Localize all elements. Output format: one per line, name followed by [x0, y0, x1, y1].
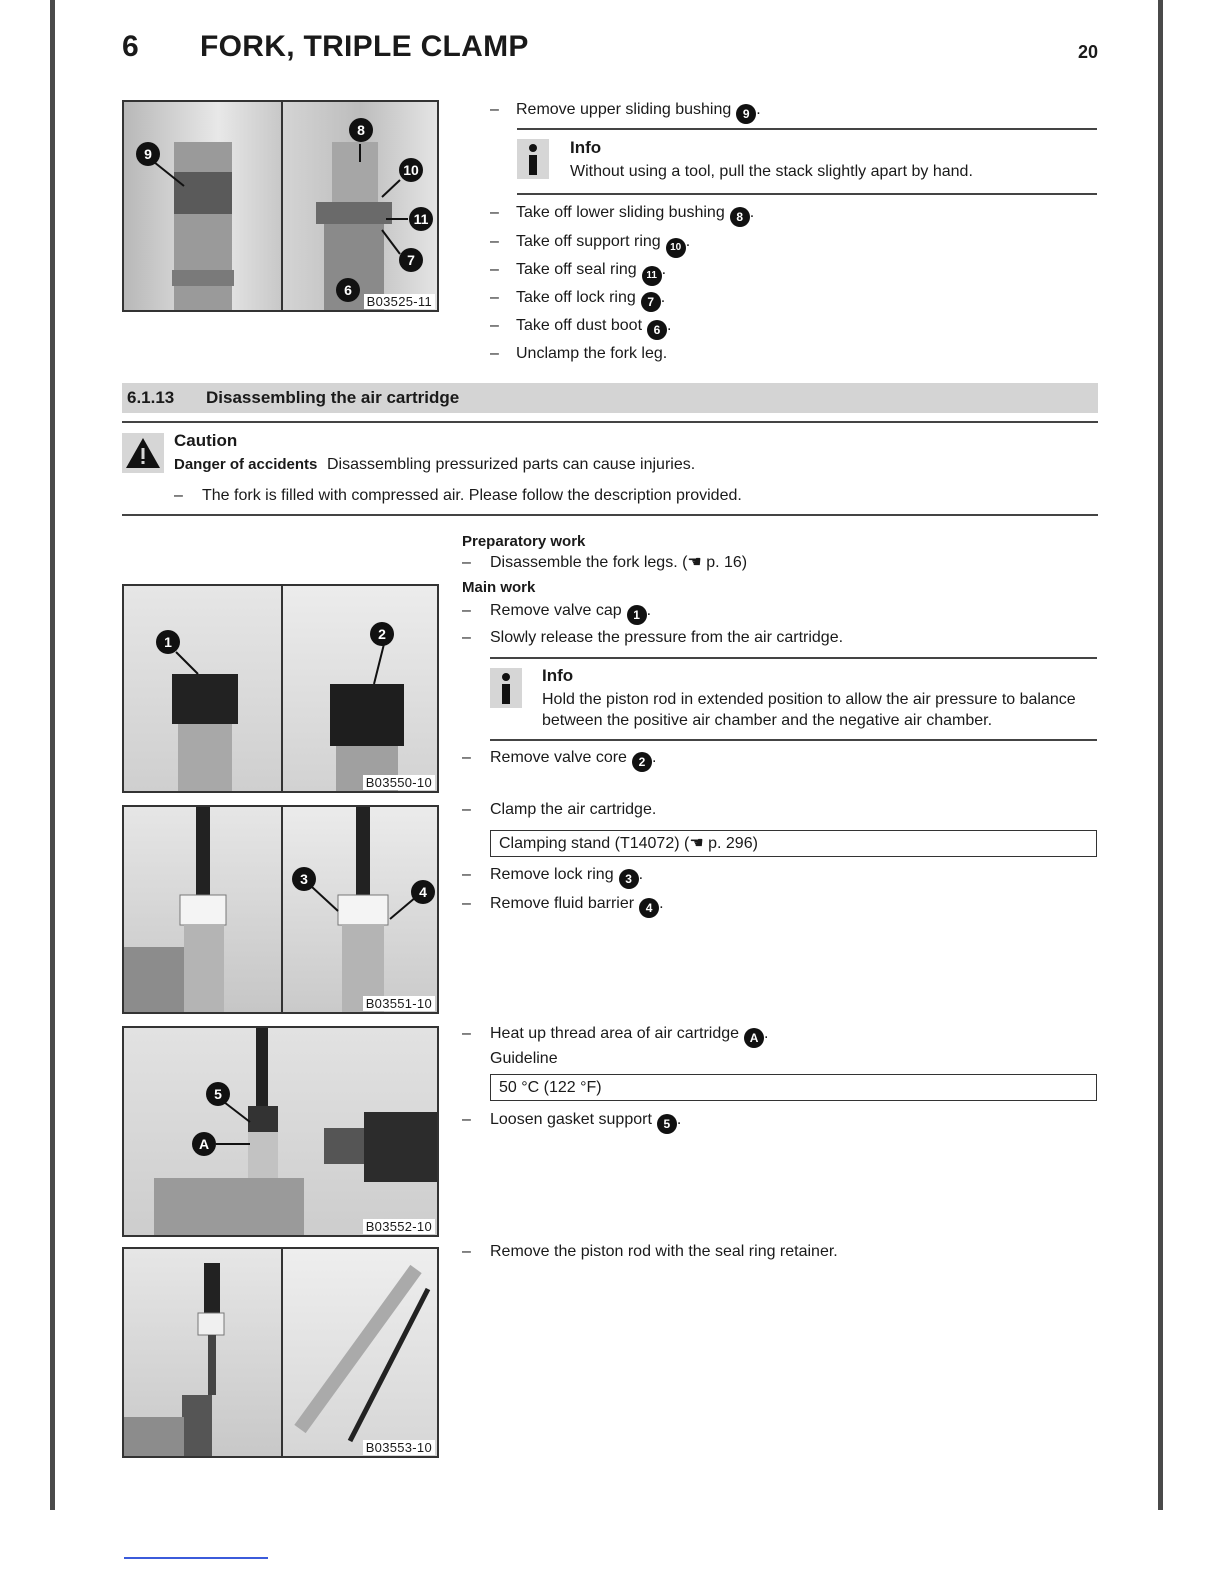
caution-title: Caution — [174, 431, 238, 450]
info2-title: Info — [542, 666, 574, 685]
info-title: Info — [570, 138, 602, 157]
callout-badge: 6 — [647, 320, 667, 340]
callout-badge: 2 — [632, 752, 652, 772]
caution-rule-bottom — [122, 514, 1098, 516]
callout-badge: 1 — [627, 605, 647, 625]
figure-callout: 9 — [136, 142, 160, 166]
callout-badge: 8 — [730, 207, 750, 227]
callout-badge: 4 — [639, 898, 659, 918]
page-right-edge — [1158, 0, 1163, 1510]
figure-code: B03553-10 — [363, 1440, 435, 1455]
chapter-title: FORK, TRIPLE CLAMP — [200, 30, 529, 63]
figure-code: B03550-10 — [363, 775, 435, 790]
figure-b03552-drawing — [124, 1028, 437, 1235]
step-remove-fluid-barrier: – Remove fluid barrier 4 . — [462, 894, 664, 918]
step-release-pressure: – Slowly release the pressure from the air cartridge. — [462, 629, 844, 646]
step-take-off-lower-bushing: – Take off lower sliding bushing 8 . — [490, 203, 754, 227]
caution-note: – The fork is filled with compressed air. Please follow the description provided. — [174, 487, 742, 504]
callout-badge: 7 — [641, 292, 661, 312]
figure-callout: 6 — [336, 278, 360, 302]
section-number: 6.1.13 — [127, 388, 175, 407]
page-left-edge — [50, 0, 55, 1510]
callout-badge: 9 — [736, 104, 756, 124]
figure-callout: 1 — [156, 630, 180, 654]
figure-code: B03551-10 — [363, 996, 435, 1011]
info-icon — [517, 139, 549, 179]
caution-rule-top — [122, 421, 1098, 423]
callout-badge: 5 — [657, 1114, 677, 1134]
preparatory-heading: Preparatory work — [462, 533, 586, 550]
callout-badge: 10 — [666, 238, 686, 258]
step-remove-valve-cap: – Remove valve cap 1 . — [462, 601, 651, 625]
figure-b03525 — [122, 100, 439, 312]
tool-box: Clamping stand (T14072) (☚ p. 296) — [490, 830, 1097, 857]
danger-text: Disassembling pressurized parts can cause injuries. — [327, 456, 696, 473]
figure-divider — [281, 102, 283, 310]
figure-code: B03525-11 — [364, 294, 435, 309]
step-take-off-support-ring: – Take off support ring 10 . — [490, 232, 690, 258]
step-heat-thread-area: – Heat up thread area of air cartridge A . — [462, 1024, 768, 1048]
step-unclamp-fork-leg: – Unclamp the fork leg. — [490, 345, 668, 362]
callout-badge: 11 — [642, 266, 662, 286]
figure-code: B03552-10 — [363, 1219, 435, 1234]
chapter-number: 6 — [122, 30, 140, 63]
figure-divider — [281, 1249, 283, 1456]
callout-badge: 3 — [619, 869, 639, 889]
preparatory-step: – Disassemble the fork legs. (☚ p. 16) — [462, 554, 748, 571]
figure-callout: 11 — [409, 207, 433, 231]
warning-icon — [122, 433, 164, 473]
info2-rule-bottom — [490, 739, 1097, 741]
info2-text-line1: Hold the piston rod in extended position to allow the air pressure to balance — [542, 691, 1076, 708]
figure-callout: 4 — [411, 880, 435, 904]
guideline-box: 50 °C (122 °F) — [490, 1074, 1097, 1101]
step-remove-valve-core: – Remove valve core 2 . — [462, 748, 656, 772]
footer-link-underline[interactable] — [124, 1557, 268, 1559]
section-title: Disassembling the air cartridge — [206, 388, 460, 407]
guideline-label: Guideline — [490, 1050, 558, 1067]
step-loosen-gasket-support: – Loosen gasket support 5 . — [462, 1110, 681, 1134]
figure-divider — [281, 807, 283, 1012]
figure-callout: 10 — [399, 158, 423, 182]
figure-b03553 — [122, 1247, 439, 1458]
figure-callout: 3 — [292, 867, 316, 891]
info-rule-top — [517, 128, 1097, 130]
step-take-off-dust-boot: – Take off dust boot 6 . — [490, 316, 671, 340]
figure-divider — [281, 586, 283, 791]
figure-callout: 7 — [399, 248, 423, 272]
figure-b03551 — [122, 805, 439, 1014]
step-remove-piston-rod: – Remove the piston rod with the seal ring retainer. — [462, 1243, 838, 1260]
info2-text-line2: between the positive air chamber and the negative air chamber. — [542, 712, 993, 729]
info-rule-bottom — [517, 193, 1097, 195]
figure-callout: 8 — [349, 118, 373, 142]
figure-callout: 2 — [370, 622, 394, 646]
page-number: 20 — [1077, 42, 1098, 62]
figure-callout: 5 — [206, 1082, 230, 1106]
step-clamp-air-cartridge: – Clamp the air cartridge. — [462, 801, 657, 818]
figure-b03550 — [122, 584, 439, 793]
figure-b03552 — [122, 1026, 439, 1237]
main-work-heading: Main work — [462, 579, 536, 596]
step-take-off-lock-ring: – Take off lock ring 7 . — [490, 288, 665, 312]
figure-callout: A — [192, 1132, 216, 1156]
info2-rule-top — [490, 657, 1097, 659]
danger-label: Danger of accidents — [174, 456, 318, 473]
info-icon — [490, 668, 522, 708]
step-take-off-seal-ring: – Take off seal ring 11 . — [490, 260, 666, 286]
info-text: Without using a tool, pull the stack slightly apart by hand. — [570, 163, 973, 180]
step-remove-lock-ring: – Remove lock ring 3 . — [462, 865, 643, 889]
step-remove-upper-bushing: – Remove upper sliding bushing 9 . — [490, 100, 761, 124]
callout-badge: A — [744, 1028, 764, 1048]
